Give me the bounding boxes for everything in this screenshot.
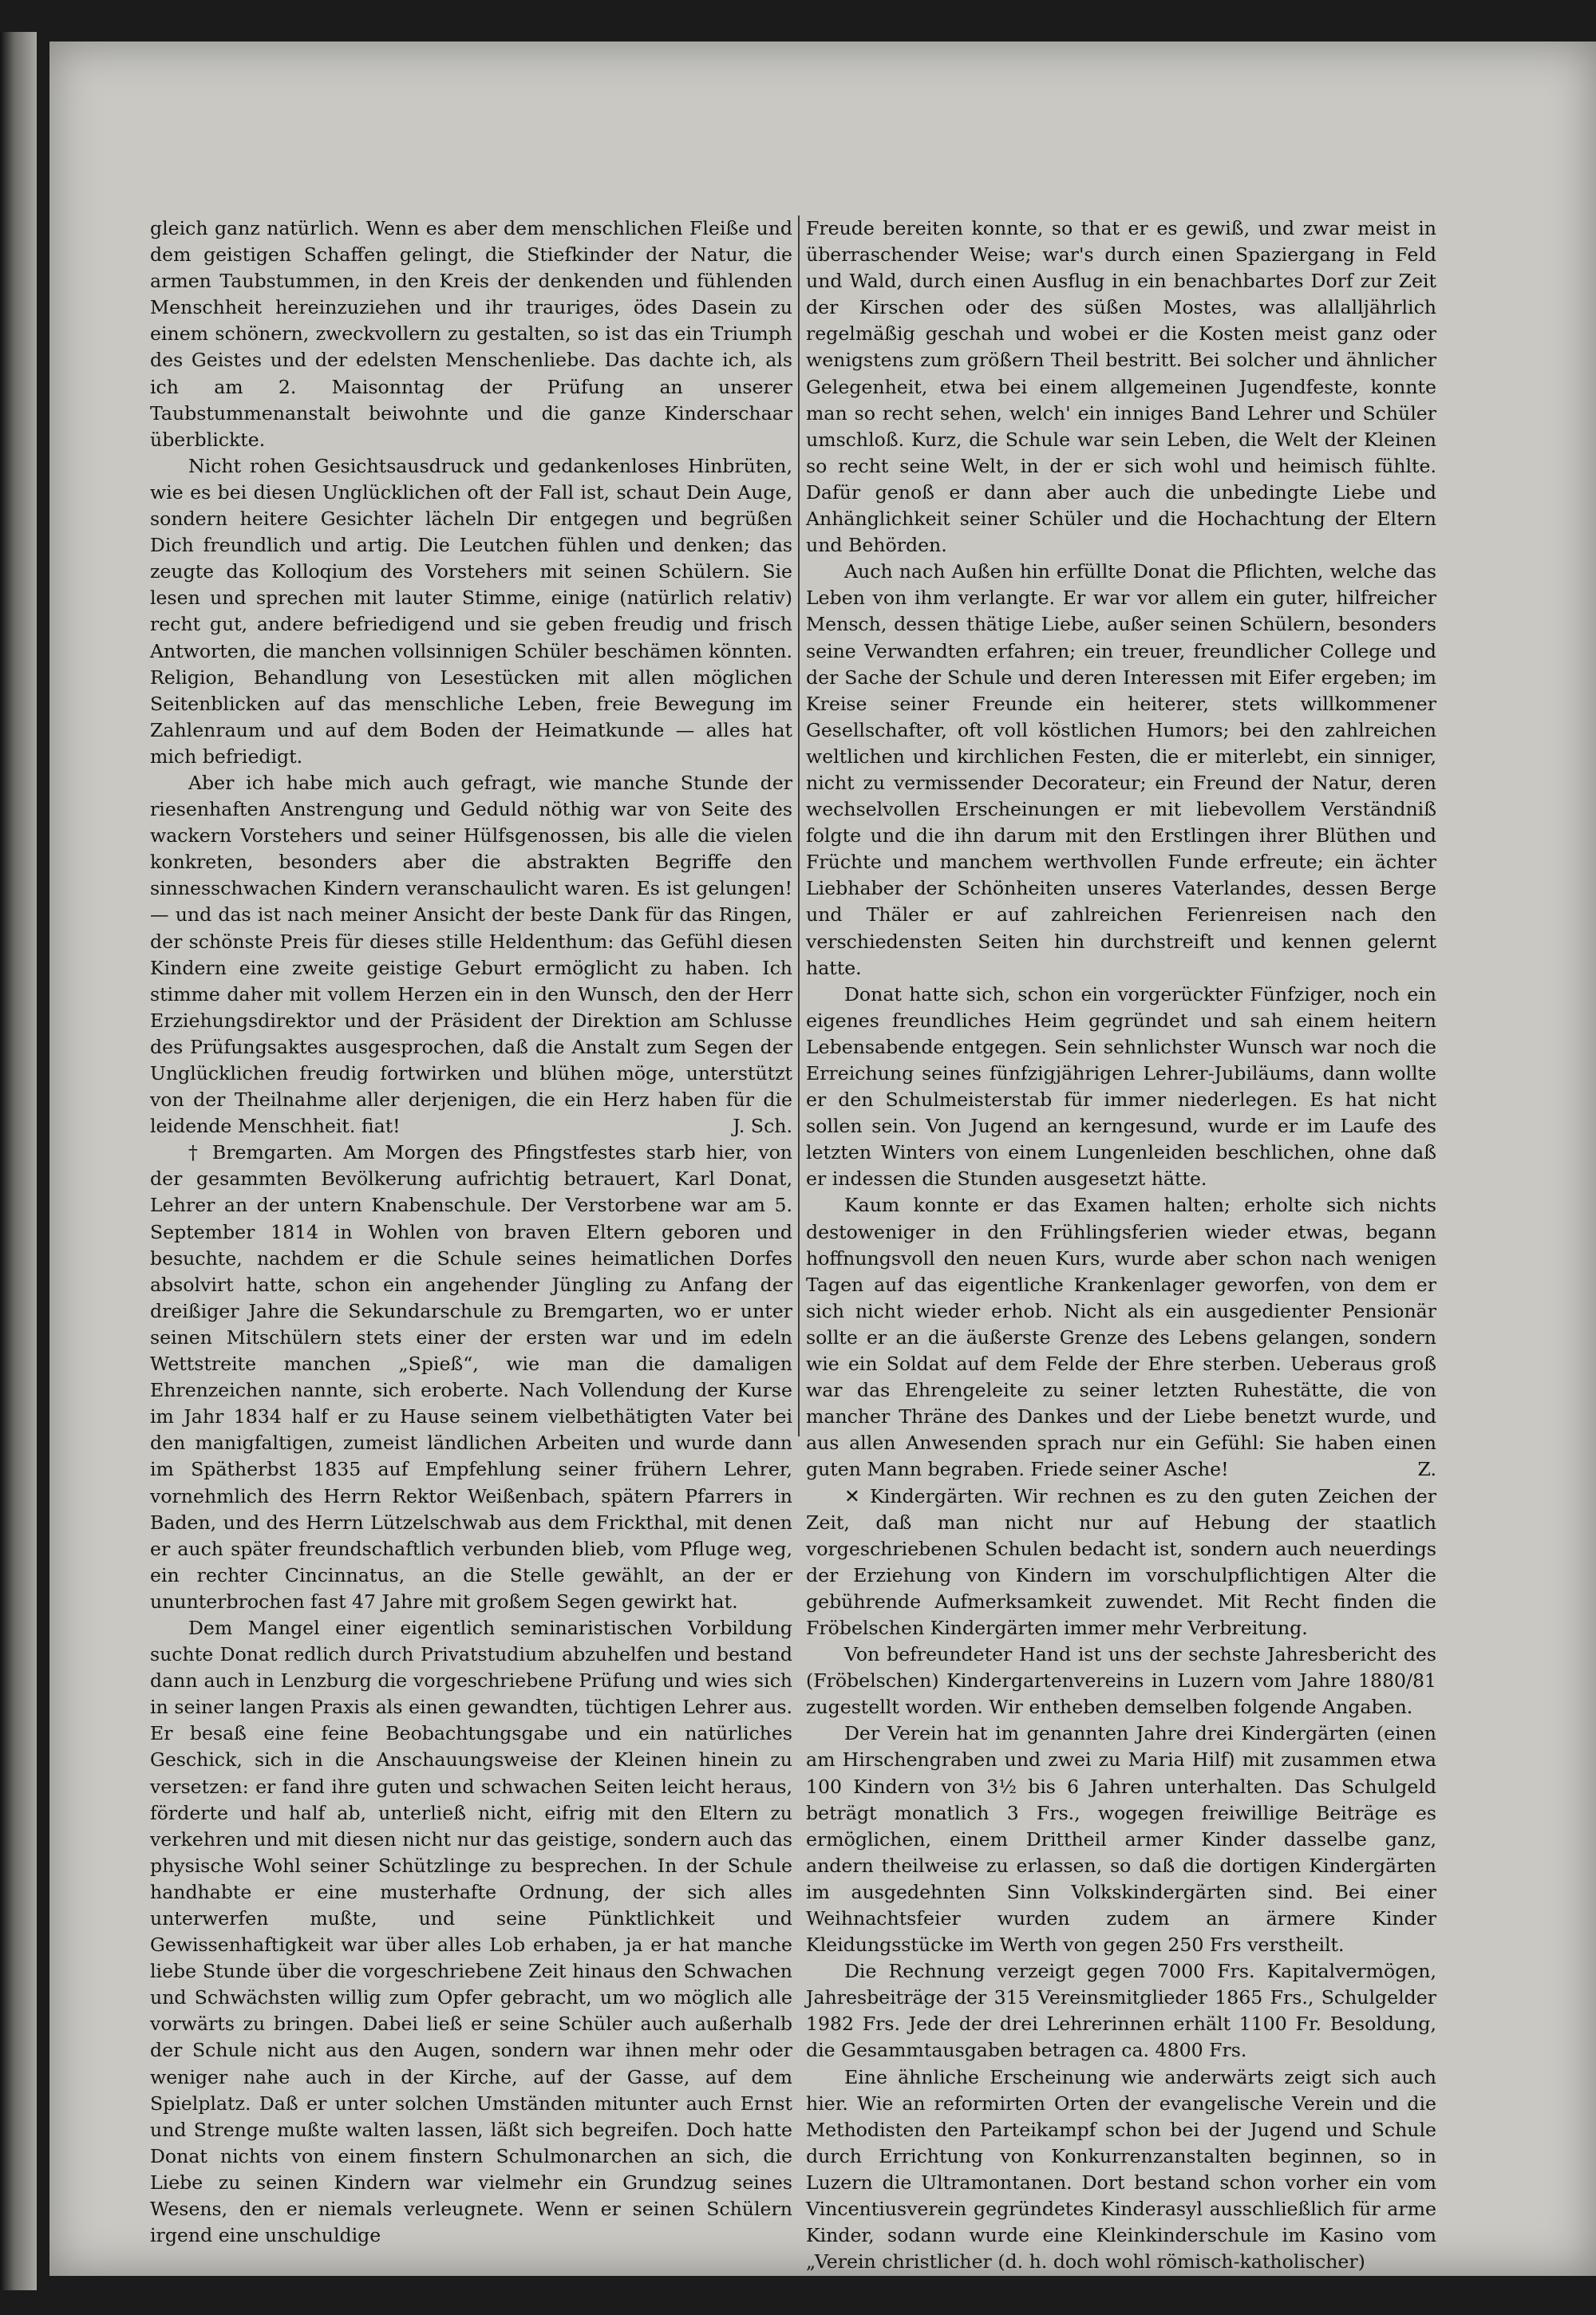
paragraph: Donat hatte sich, schon ein vorgerückter Fünfziger, noch ein eigenes freundliches Heim gegründet und sah einem heitern Lebensabende entgegen. Sein sehnlichster Wunsch war noch die Erreichung seines fünfzigjährigen Lehrer-Jubiläums, dann wollte er den Schulmeisterstab für immer niederlegen. Es hat nicht sollen sein. Von Jugend an kerngesund, wurde er im Laufe des letzten Winters von einem Lungenleiden beschlichen, ohne daß er indessen die Stunden ausgesetzt hätte.: [806, 982, 1436, 1191]
paragraph: Nicht rohen Gesichtsausdruck und gedankenloses Hinbrüten, wie es bei diesen Unglücklichen oft der Fall ist, schaut Dein Auge, sondern heitere Gesichter lächeln Dir entgegen und begrüßen Dich freundlich und artig. Die Leutchen fühlen und denken; das zeugte das Kolloqium des Vorstehers mit seinen Schülern. Sie lesen und sprechen mit lauter Stimme, einige (natürlich relativ) recht gut, andere befriedigend und sie geben freudig und frisch Antworten, die manchen vollsinnigen Schüler beschämen könnten. Religion, Behandlung von Lesestücken mit allen möglichen Seitenblicken auf das menschliche Leben, freie Bewegung im Zahlenraum und auf dem Boden der Heimatkunde — alles hat mich befriedigt.: [150, 454, 792, 768]
paragraph: † Bremgarten. Am Morgen des Pfingstfestes starb hier, von der gesammten Bevölkerung aufrichtig betrauert, Karl Donat, Lehrer an der untern Knabenschule. Der Verstorbene war am 5. September 1814 in Wohlen von braven Eltern geboren und besuchte, nachdem er die Schule seines heimatlichen Dorfes absolvirt hatte, schon ein angehender Jüngling zu Anfang der dreißiger Jahre die Sekundarschule zu Bremgarten, wo er unter seinen Mitschülern stets einer der ersten war und im edeln Wettstreite manchen „Spieß“, wie man die damaligen Ehrenzeichen nannte, sich eroberte. Nach Vollendung der Kurse im Jahr 1834 half er zu Hause seinem vielbethätigten Vater bei den manigfaltigen, zumeist ländlichen Arbeiten und wurde dann im Spätherbst 1835 auf Empfehlung seiner frühern Lehrer, vornehmlich des Herrn Rektor Weißenbach, spätern Pfarrers in Baden, und des Herrn Lützelschwab aus dem Frickthal, mit denen er auch später freundschaftlich verbunden blieb, vom Pfluge weg, ein rechter Cincinnatus, an die Stelle gewählt, an der er ununterbrochen fast 47 Jahre mit großem Segen gewirkt hat.: [150, 1141, 792, 1613]
column-divider: [798, 215, 800, 1436]
paragraph: Die Rechnung verzeigt gegen 7000 Frs. Kapitalvermögen, Jahresbeiträge der 315 Vereinsmitglieder 1865 Frs., Schulgelder 1982 Frs. Jede der drei Lehrerinnen erhält 1100 Fr. Besoldung, die Gesammtausgaben betragen ca. 4800 Frs.: [806, 1960, 1436, 2062]
right-column: [806, 215, 1436, 2275]
left-column: [150, 215, 792, 2249]
paragraph: Freude bereiten konnte, so that er es gewiß, und zwar meist in überraschender Weise; war's durch einen Spaziergang in Feld und Wald, durch einen Ausflug in ein benachbartes Dorf zur Zeit der Kirschen oder des süßen Mostes, was allalljährlich regelmäßig geschah und wobei er die Kosten meist ganz oder wenigstens zum größern Theil bestritt. Bei solcher und ähnlicher Gelegenheit, etwa bei einem allgemeinen Jugendfeste, konnte man so recht sehen, welch' ein inniges Band Lehrer und Schüler umschloß. Kurz, die Schule war sein Leben, die Welt der Kleinen so recht seine Welt, in der er sich wohl und heimisch fühlte. Dafür genoß er dann aber auch die unbedingte Liebe und Anhänglichkeit seiner Schüler und die Hochachtung der Eltern und Behörden.: [806, 217, 1436, 557]
paragraph: Kaum konnte er das Examen halten; erholte sich nichts destoweniger in den Frühlingsferien wieder etwas, begann hoffnungsvoll den neuen Kurs, wurde aber schon nach wenigen Tagen auf das eigentliche Krankenlager geworfen, von dem er sich nicht wieder erhob. Nicht als ein ausgedienter Pensionär sollte er an die äußerste Grenze des Lebens gelangen, sondern wie ein Soldat auf dem Felde der Ehre sterben. Ueberaus groß war das Ehrengeleite zu seiner letzten Ruhestätte, die von mancher Thräne des Dankes und der Liebe benetzt wurde, und aus allen Anwesenden sprach nur ein Gefühl: Sie haben einen guten Mann begraben. Friede seiner Asche! Z.: [806, 1192, 1436, 1483]
signature: J. Sch.: [733, 1115, 792, 1138]
paragraph: ✕ Kindergärten. Wir rechnen es zu den guten Zeichen der Zeit, daß man nicht nur auf Hebung der staatlich vorgeschriebenen Schulen bedacht ist, sondern auch neuerdings der Erziehung von Kindern im vorschulpflichtigen Alter die gebührende Aufmerksamkeit zuwendet. Mit Recht finden die Fröbelschen Kindergärten immer mehr Verbreitung.: [806, 1484, 1436, 1639]
paragraph: gleich ganz natürlich. Wenn es aber dem menschlichen Fleiße und dem geistigen Schaffen gelingt, die Stiefkinder der Natur, die armen Taubstummen, in den Kreis der denkenden und fühlenden Menschheit hereinzuziehen und ihr trauriges, ödes Dasein zu einem schönern, zweckvollern zu gestalten, so ist das ein Triumph des Geistes und der edelsten Menschenliebe. Das dachte ich, als ich am 2. Maisonntag der Prüfung an unserer Taubstummenanstalt beiwohnte und die ganze Kinderschaar überblickte.: [150, 217, 792, 451]
paragraph: Der Verein hat im genannten Jahre drei Kindergärten (einen am Hirschengraben und zwei zu Maria Hilf) mit zusammen etwa 100 Kindern von 3½ bis 6 Jahren unterhalten. Das Schulgeld beträgt monatlich 3 Frs., wogegen freiwillige Beiträge es ermöglichen, einem Drittheil armer Kinder dasselbe ganz, andern theilweise zu erlassen, so daß die dortigen Kindergärten im ausgedehnten Sinn Volkskindergärten sind. Bei einer Weihnachtsfeier wurden zudem an ärmere Kinder Kleidungsstücke im Werth von gegen 250 Frs verstheilt.: [806, 1722, 1436, 1957]
paragraph: Aber ich habe mich auch gefragt, wie manche Stunde der riesenhaften Anstrengung und Geduld nöthig war von Seite des wackern Vorstehers und seiner Hülfsgenossen, bis alle die vielen konkreten, besonders aber die abstrakten Begriffe den sinnesschwachen Kindern veranschaulicht waren. Es ist gelungen! — und das ist nach meiner Ansicht der beste Dank für das Ringen, der schönste Preis für dieses stille Heldenthum: das Gefühl diesen Kindern eine zweite geistige Geburt ermöglicht zu haben. Ich stimme daher mit vollem Herzen ein in den Wunsch, den der Herr Erziehungsdirektor und der Präsident der Direktion am Schlusse des Prüfungsaktes ausgesprochen, daß die Anstalt zum Segen der Unglücklichen freudig fortwirken und blühen möge, unterstützt von der Theilnahme aller derjenigen, die ein Herz haben für die leidende Menschheit. fiat! J. Sch.: [150, 770, 792, 1140]
signature: Z.: [1417, 1458, 1436, 1481]
book-spine-shadow: [0, 32, 37, 2290]
paragraph: Auch nach Außen hin erfüllte Donat die Pflichten, welche das Leben von ihm verlangte. Er war vor allem ein guter, hilfreicher Mensch, dessen thätige Liebe, außer seinen Schülern, besonders seine Verwandten erfahren; ein treuer, freundlicher College und der Sache der Schule und deren Interessen mit Eifer ergeben; im Kreise seiner Freunde ein heiterer, stets willkommener Gesellschafter, oft voll köstlichen Humors; bei den zahlreichen weltlichen und kirchlichen Festen, die er miterlebt, ein sinniger, nicht zu vermissender Decorateur; ein Freund der Natur, deren wechselvollen Erscheinungen er mit liebevollem Verständniß folgte und die ihn darum mit den Erstlingen ihrer Blüthen und Früchte und manchem werthvollen Funde erfreute; ein ächter Liebhaber der Schönheiten unseres Vaterlandes, dessen Berge und Thäler er auf zahlreichen Ferienreisen nach den verschiedensten Seiten hin durchstreift und kennen gelernt hatte.: [806, 560, 1436, 979]
paragraph: Eine ähnliche Erscheinung wie anderwärts zeigt sich auch hier. Wie an reformirten Orten der evangelische Verein und die Methodisten den Parteikampf schon bei der Jugend und Schule durch Errichtung von Konkurrenzanstalten beginnen, so in Luzern die Ultramontanen. Dort bestand schon vorher ein vom Vincentiusverein gegründetes Kinderasyl ausschließlich für arme Kinder, sodann wurde eine Kleinkinderschule im Kasino vom „Verein christlicher (d. h. doch wohl römisch-katholischer): [806, 2065, 1436, 2274]
paragraph: Von befreundeter Hand ist uns der sechste Jahresbericht des (Fröbelschen) Kindergartenvereins in Luzern vom Jahre 1880/81 zugestellt worden. Wir entheben demselben folgende Angaben.: [806, 1643, 1436, 1719]
paragraph: Dem Mangel einer eigentlich seminaristischen Vorbildung suchte Donat redlich durch Privatstudium abzuhelfen und bestand dann auch in Lenzburg die vorgeschriebene Prüfung und wies sich in seiner langen Praxis als einen gewandten, tüchtigen Lehrer aus. Er besaß eine feine Beobachtungsgabe und ein natürliches Geschick, sich in die Anschauungsweise der Kleinen hinein zu versetzen: er fand ihre guten und schwachen Seiten leicht heraus, förderte und half ab, unterließ nicht, eifrig mit den Eltern zu verkehren und mit diesen nicht nur das geistige, sondern auch das physische Wohl seiner Schützlinge zu besprechen. In der Schule handhabte er eine musterhafte Ordnung, der sich alles unterwerfen mußte, und seine Pünktlichkeit und Gewissenhaftigkeit war über alles Lob erhaben, ja er hat manche liebe Stunde über die vorgeschriebene Zeit hinaus den Schwachen und Schwächsten willig zum Opfer gebracht, um wo möglich alle vorwärts zu bringen. Dabei ließ er seine Schüler auch außerhalb der Schule nicht aus den Augen, sondern war ihnen mehr oder weniger nahe auch in der Kirche, auf der Gasse, auf dem Spielplatz. Daß er unter solchen Umständen mitunter auch Ernst und Strenge mußte walten lassen, läßt sich begreifen. Doch hatte Donat nichts von einem finstern Schulmonarchen an sich, die Liebe zu seinen Kindern war vielmehr ein Grundzug seines Wesens, den er niemals verleugnete. Wenn er seinen Schülern irgend eine unschuldige: [150, 1616, 792, 2247]
